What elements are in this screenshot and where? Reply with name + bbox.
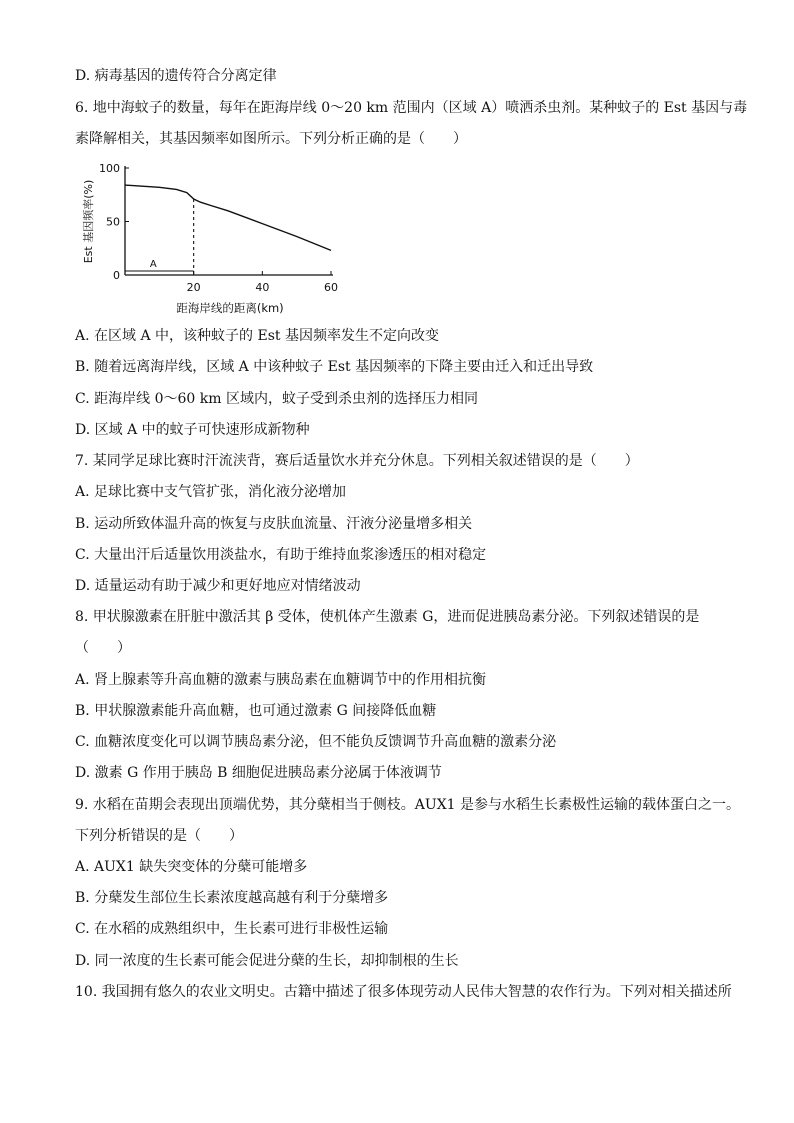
option-c-q6: C. 距海岸线 0～60 km 区域内，蚊子受到杀虫剂的选择压力相同 [75,391,478,407]
question-7-stem: 7. 某同学足球比赛时汗流浃背，赛后适量饮水并充分休息。下列相关叙述错误的是（ ） [75,453,639,469]
x-tick-label: 60 [324,281,338,294]
option-b-q9: B. 分蘖发生部位生长素浓度越高越有利于分蘖增多 [75,890,389,906]
option-b-q6: B. 随着远离海岸线，区域 A 中该种蚊子 Est 基因频率的下降主要由迁入和迁出导致 [75,359,594,375]
option-c-q9: C. 在水稻的成熟组织中，生长素可进行非极性运输 [75,921,389,937]
question-10-stem: 10. 我国拥有悠久的农业文明史。古籍中描述了很多体现劳动人民伟大智慧的农作行为。下列对相关描述所 [75,984,732,1000]
question-8-stem: 8. 甲状腺激素在肝脏中激活其 β 受体，使机体产生激素 G，进而促进胰岛素分泌。下列叙述错误的是 [75,609,700,625]
option-a-q6: A. 在区域 A 中，该种蚊子的 Est 基因频率发生不定向改变 [75,328,439,344]
chart-svg [76,158,352,318]
option-d-q9: D. 同一浓度的生长素可能会促进分蘖的生长，却抑制根的生长 [75,953,459,969]
series-line [125,185,331,250]
option-d-q6: D. 区域 A 中的蚊子可快速形成新物种 [75,422,310,438]
option-b-q7: B. 运动所致体温升高的恢复与皮肤血流量、汗液分泌量增多相关 [75,516,473,532]
x-tick-label: 20 [186,281,201,294]
question-8-bracket: （ ） [75,640,131,656]
option-d-q7: D. 适量运动有助于减少和更好地应对情绪波动 [75,578,361,594]
est-gene-frequency-chart [76,158,352,318]
question-9-stem-cont: 下列分析错误的是（ ） [75,828,243,844]
option-b-q8: B. 甲状腺激素能升高血糖，也可通过激素 G 间接降低血糖 [75,703,437,719]
x-axis-label: 距海岸线的距离(km) [176,301,284,315]
y-tick-label: 100 [99,162,120,175]
option-a-q8: A. 肾上腺素等升高血糖的激素与胰岛素在血糖调节中的作用相抗衡 [75,672,487,688]
y-tick-label: 0 [113,269,120,282]
question-6-stem: 6. 地中海蚊子的数量，每年在距海岸线 0～20 km 范围内（区域 A）喷洒杀虫剂。某种蚊子的 Est 基因与毒 [75,100,748,116]
option-c-q8: C. 血糖浓度变化可以调节胰岛素分泌，但不能负反馈调节升高血糖的激素分泌 [75,734,557,750]
option-a-q9: A. AUX1 缺失突变体的分蘖可能增多 [75,859,308,875]
y-tick-label: 50 [106,215,120,229]
option-d-q8: D. 激素 G 作用于胰岛 B 细胞促进胰岛素分泌属于体液调节 [75,765,442,781]
option-a-q7: A. 足球比赛中支气管扩张，消化液分泌增加 [75,484,347,500]
question-6-stem-cont: 素降解相关，其基因频率如图所示。下列分析正确的是（ ） [75,131,467,147]
x-tick-label: 40 [255,281,270,294]
option-d-q5: D. 病毒基因的遗传符合分离定律 [75,68,277,84]
option-c-q7: C. 大量出汗后适量饮用淡盐水，有助于维持血浆渗透压的相对稳定 [75,547,487,563]
region-a-label: A [149,259,157,270]
question-9-stem: 9. 水稻在苗期会表现出顶端优势，其分蘖相当于侧枝。AUX1 是参与水稻生长素极性运输的载体蛋白之一。 [75,797,741,813]
y-axis-label: Est 基因频率(%) [82,179,95,264]
